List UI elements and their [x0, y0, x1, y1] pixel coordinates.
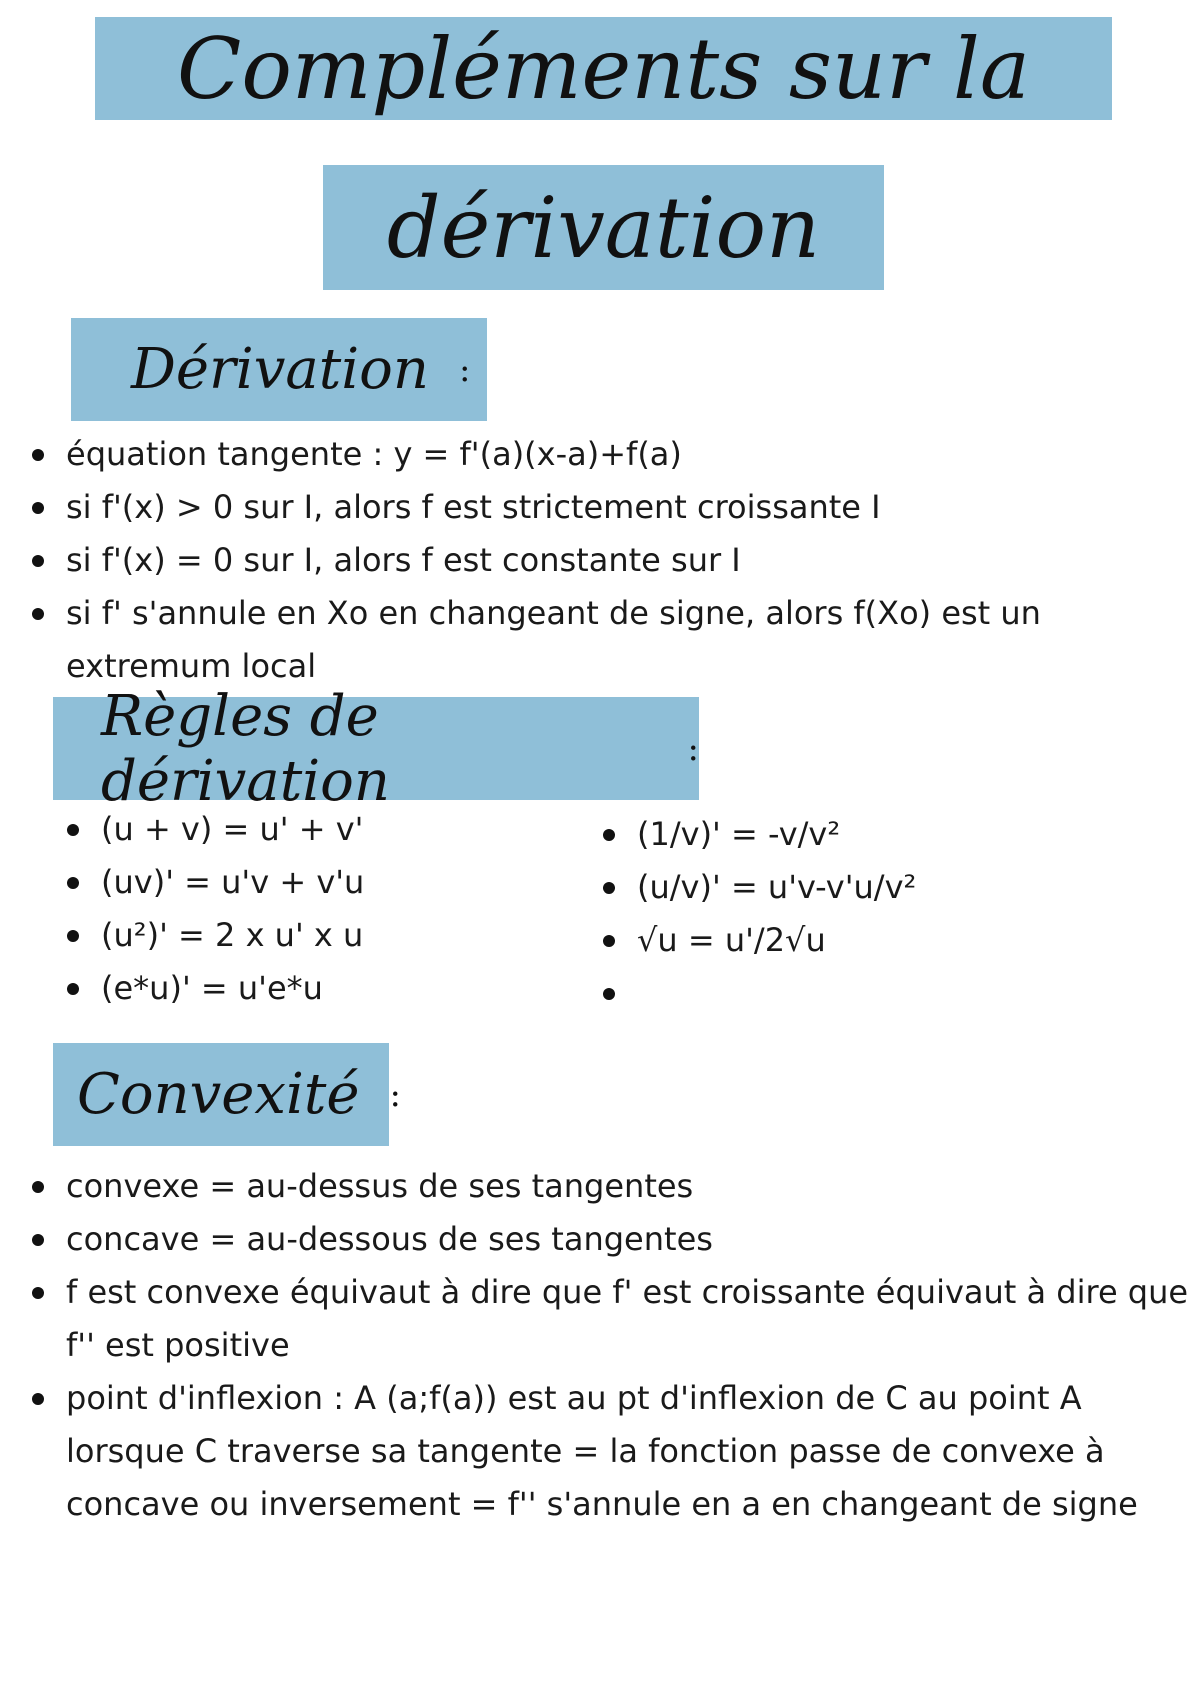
- list-item: concave = au-dessous de ses tangentes: [32, 1213, 1192, 1266]
- convexite-list: [32, 1160, 1192, 1531]
- list-item: si f'(x) = 0 sur I, alors f est constante sur I: [32, 534, 1182, 587]
- page-title-line-1: [95, 17, 1112, 120]
- page-title-text-2: dérivation: [386, 178, 821, 277]
- list-item: (u/v)' = u'v-v'u/v²: [603, 861, 1123, 914]
- list-item: √u = u'/2√u: [603, 914, 1123, 967]
- list-item: convexe = au-dessus de ses tangentes: [32, 1160, 1192, 1213]
- list-item: point d'inflexion : A (a;f(a)) est au pt d'inflexion de C au point A lorsque C traverse sa tangente = la fonction passe de convexe à concave ou inversement = f'' s'annule en a en changeant de signe: [32, 1372, 1192, 1531]
- list-item: si f'(x) > 0 sur I, alors f est strictement croissante I: [32, 481, 1182, 534]
- list-item: si f' s'annule en Xo en changeant de signe, alors f(Xo) est un extremum local: [32, 587, 1182, 693]
- page-title-line-2: [323, 165, 884, 290]
- section-heading-convexite: [53, 1043, 402, 1146]
- rules-list-right: [603, 808, 1123, 1020]
- list-item: f est convexe équivaut à dire que f' est croissante équivaut à dire que f'' est positive: [32, 1266, 1192, 1372]
- section-heading-text: Dérivation: [131, 337, 429, 402]
- list-item: (u + v) = u' + v': [67, 803, 547, 856]
- section-heading-text: Règles de dérivation: [101, 683, 390, 814]
- page-title-text-1: Compléments sur la: [177, 19, 1030, 118]
- derivation-list: [32, 428, 1182, 693]
- list-item: (e*u)' = u'e*u: [67, 962, 547, 1015]
- section-heading-colon: :: [389, 1074, 402, 1115]
- section-heading-colon: :: [687, 728, 699, 769]
- list-item: (1/v)' = -v/v²: [603, 808, 1123, 861]
- list-item: (u²)' = 2 x u' x u: [67, 909, 547, 962]
- list-item: équation tangente : y = f'(a)(x-a)+f(a): [32, 428, 1182, 481]
- rules-list-left: [67, 803, 547, 1015]
- list-item-empty: [603, 967, 1123, 1020]
- section-heading-derivation: [71, 318, 487, 421]
- section-heading-text: Convexité: [77, 1062, 360, 1127]
- section-heading-regles: [53, 683, 699, 814]
- section-heading-colon: :: [458, 349, 471, 390]
- list-item: (uv)' = u'v + v'u: [67, 856, 547, 909]
